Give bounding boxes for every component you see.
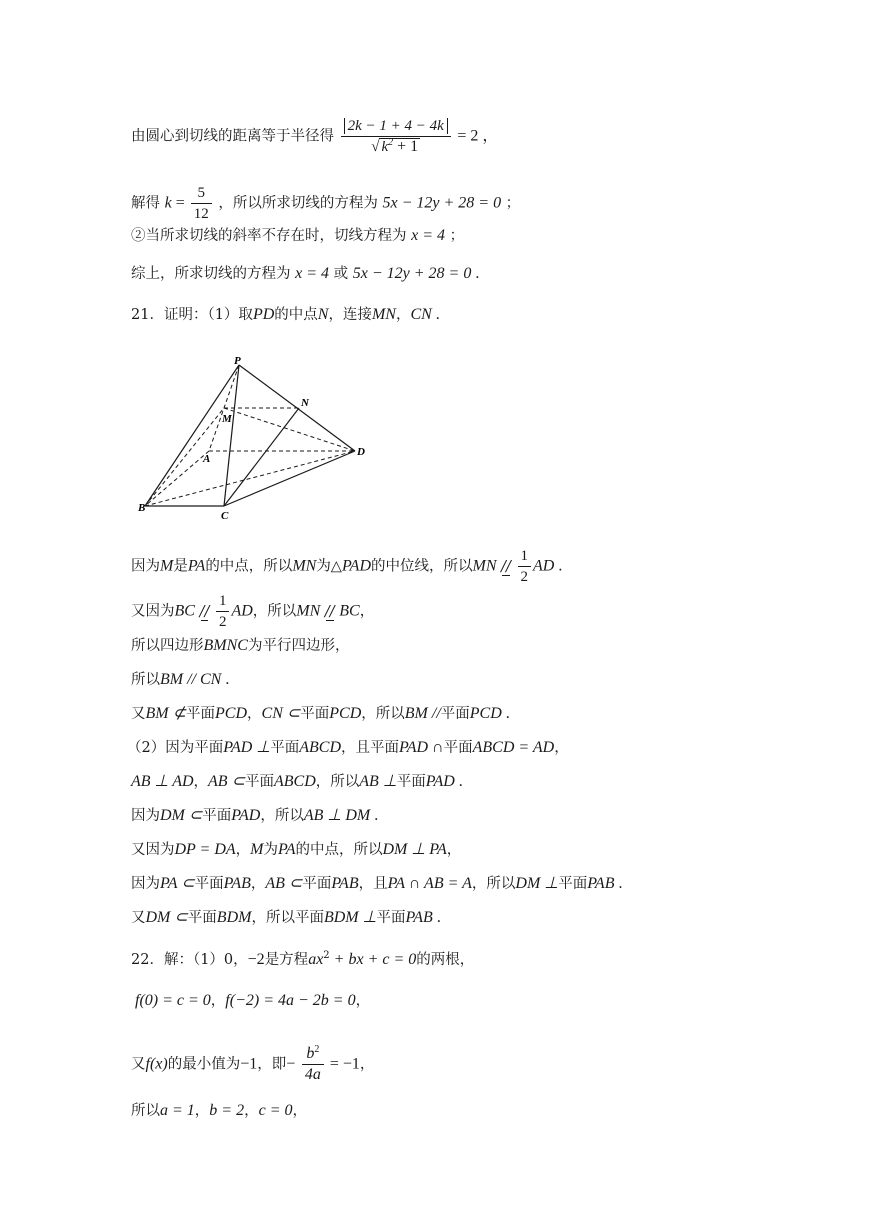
l14-c: 为 (263, 842, 278, 858)
l7-bc2: BC (339, 602, 360, 620)
l7-mn: MN (296, 602, 321, 620)
l6-c: 的中点，所以 (205, 558, 293, 575)
sqrt-exp: 2 (388, 137, 394, 148)
l8-b: 为平行四边形， (247, 638, 350, 654)
l19-b: 的最小值为 (167, 1056, 241, 1073)
text-line-9 (131, 670, 229, 690)
l15-dm: DM ⊥ (515, 875, 559, 892)
l10-g: . (501, 705, 510, 722)
l14-e: ， (446, 842, 462, 858)
text-line-19 (131, 1045, 374, 1084)
text-line-12 (131, 772, 463, 792)
l18-eqn1: f(0) = c = 0 (135, 992, 211, 1009)
l17-b: 是方程 (264, 952, 309, 968)
l10-c: ， (247, 706, 262, 722)
l7-c: ， (359, 603, 375, 620)
l7-half (216, 592, 230, 631)
l7-parallel-equal-2: // (324, 603, 335, 620)
l19-num-b: b (306, 1045, 315, 1062)
l5-pd: PD (252, 306, 275, 323)
l10-d: 平面 (300, 706, 330, 722)
l14-d: 的中点，所以 (295, 842, 383, 858)
l19-c: ，即 (257, 1056, 287, 1073)
l6-parallel-equal: // (501, 558, 511, 575)
sqrt-base: k (381, 139, 389, 155)
l15-c: ， (250, 876, 266, 892)
line-3-text: ②当所求切线的斜率不存在时，切线方程为 (131, 228, 407, 244)
l18-a: ， (210, 993, 226, 1009)
l17-eqn-b: + bx + c = 0 (329, 951, 417, 968)
l16-b: 平面 (187, 910, 217, 926)
l20-eqn1: a = 1 (160, 1102, 195, 1119)
l12-c: AB ⊂ (208, 773, 245, 790)
l7-a: 又因为 (131, 603, 175, 620)
l11-e: ， (554, 740, 569, 756)
l14-a: 又因为 (131, 842, 175, 858)
text-line-20 (131, 1101, 307, 1121)
text-line-18 (135, 991, 370, 1011)
l10-pcd3: PCD (469, 705, 502, 722)
l16-c: ，所以平面 (251, 910, 324, 926)
l17-m2: −2 (247, 951, 265, 968)
l7-num: 1 (218, 593, 227, 609)
l12-g: 平面 (396, 774, 426, 790)
l15-b: 平面 (194, 876, 224, 892)
l11-pad2: PAD ∩ (399, 739, 444, 756)
text-line-7 (131, 592, 374, 631)
l12-pad: PAD (425, 773, 455, 790)
l11-c: ，且平面 (341, 740, 399, 756)
edge-md (224, 408, 355, 451)
text-line-10 (131, 704, 510, 724)
l6-pad: PAD (341, 557, 372, 575)
l11-b: 平面 (270, 740, 300, 756)
l12-b: ， (193, 774, 209, 790)
text-line-5 (131, 305, 440, 325)
l7-bc: BC (174, 602, 195, 620)
l10-bm: BM ⊄ (145, 705, 187, 722)
l5-c: ，连接 (328, 307, 372, 323)
l16-a: 又 (131, 910, 146, 926)
text-line-13 (131, 806, 378, 826)
text-line-11 (127, 738, 569, 758)
l20-b: ， (194, 1103, 210, 1119)
l20-c: ， (244, 1103, 259, 1119)
l9-eqn: BM // CN (160, 671, 222, 688)
l10-e: ，所以 (361, 706, 405, 722)
l12-abcd: ABCD (273, 773, 316, 790)
l15-eqn: PA ∩ AB = A (387, 875, 472, 892)
l15-d: 平面 (302, 876, 332, 892)
l13-a: 因为 (131, 808, 160, 824)
l9-b: . (221, 671, 230, 688)
edge-cn (224, 408, 299, 506)
l19-a: 又 (131, 1056, 146, 1073)
l10-pcd2: PCD (329, 705, 362, 722)
l6-mn: MN (292, 557, 317, 575)
l13-c: ，所以 (260, 808, 304, 824)
text-line-14 (131, 840, 461, 860)
l10-pcd: PCD (215, 705, 248, 722)
l5-n: N (317, 306, 329, 323)
edge-bm (145, 408, 224, 506)
l7-parallel-equal: // (199, 603, 210, 620)
edge-ab (145, 451, 209, 506)
l6-num: 1 (520, 548, 529, 564)
l6-b: 是 (173, 558, 188, 575)
line-1-rhs: = 2 ， (457, 127, 499, 145)
l12-h: . (454, 773, 463, 790)
l11-a: （2）因为平面 (127, 740, 224, 756)
l15-h: . (614, 875, 623, 892)
l10-bm2: BM // (404, 705, 441, 722)
l10-f: 平面 (440, 706, 470, 722)
text-line-6 (131, 547, 562, 586)
label-p: P (234, 355, 241, 367)
l7-b: ，所以 (252, 603, 297, 620)
line-4-text: 综上，所求切线的方程为 (131, 266, 291, 282)
label-c: C (221, 510, 229, 522)
l16-bdm: BDM (216, 909, 252, 926)
line-4-end: . (471, 265, 480, 282)
l18-b: ， (355, 993, 371, 1009)
line-2-end: ； (505, 195, 521, 212)
l16-d: 平面 (376, 910, 406, 926)
l20-d: ， (292, 1103, 307, 1119)
l19-fx: f(x) (145, 1055, 168, 1073)
l15-ab: AB ⊂ (265, 875, 303, 892)
answer-eq-1: x = 4 (295, 265, 330, 282)
l19-m1: −1 (240, 1055, 258, 1073)
l20-eqn3: c = 0 (258, 1102, 293, 1119)
l19-num-exp: 2 (314, 1044, 320, 1055)
l13-eqn: AB ⊥ DM (303, 807, 371, 824)
l19-fraction (302, 1045, 324, 1084)
text-line-1 (131, 117, 498, 156)
label-a: A (203, 453, 211, 465)
var-k: k (164, 194, 172, 212)
l14-m: M (250, 841, 264, 858)
l19-d: ， (359, 1056, 375, 1073)
line-2-mid: ，所以所求切线的方程为 (218, 195, 378, 212)
text-line-2 (131, 184, 520, 223)
l16-dm: DM ⊂ (145, 909, 188, 926)
l17-eqn-a: ax (308, 951, 324, 968)
abs-expression: 2k − 1 + 4 − 4k (344, 118, 448, 134)
l13-d: . (370, 807, 379, 824)
l15-g: 平面 (558, 876, 588, 892)
label-d: D (357, 446, 365, 458)
l19-eq: = −1 (325, 1055, 360, 1073)
l11-pad: PAD ⊥ (223, 739, 271, 756)
l6-d: 为△ (316, 558, 342, 575)
l14-pa: PA (278, 841, 296, 858)
l16-pab: PAB (405, 909, 433, 926)
l5-e: . (431, 306, 440, 323)
l6-ad: AD (533, 557, 555, 575)
l6-mn2: MN (472, 557, 497, 575)
sqrt-rest: + 1 (393, 138, 419, 155)
text-line-15 (131, 874, 622, 894)
l14-eqn: DP = DA (174, 841, 236, 858)
k-num: 5 (197, 185, 205, 201)
edge-cd (224, 451, 355, 506)
l8-bmnc: BMNC (203, 637, 248, 654)
l13-b: 平面 (202, 808, 232, 824)
l5-d: ， (395, 307, 411, 323)
pyramid-figure (135, 352, 375, 522)
l11-abcd: ABCD (299, 739, 341, 756)
l17-eqn-exp: 2 (323, 950, 330, 962)
line-2-text: 解得 (131, 195, 160, 212)
l17-c: 的两根， (416, 952, 475, 968)
l5-b: 的中点 (274, 307, 318, 323)
l10-a: 又 (131, 706, 146, 722)
l12-a: AB ⊥ AD (131, 773, 194, 790)
text-line-17 (131, 950, 474, 970)
tangent-equation: 5x − 12y + 28 = 0 (382, 194, 502, 212)
l15-pab: PAB (223, 875, 251, 892)
l15-pab2: PAB (331, 875, 359, 892)
l15-a: 因为 (131, 876, 160, 892)
l13-dm: DM ⊂ (160, 807, 203, 824)
line-3-end: ； (449, 228, 465, 244)
l6-e: 的中位线，所以 (371, 558, 473, 575)
answer-eq-2: 5x − 12y + 28 = 0 (352, 265, 472, 282)
l14-eqn2: DM ⊥ PA (382, 841, 447, 858)
l12-e: ，所以 (315, 774, 360, 790)
eq-sign: = (171, 194, 189, 212)
edge-pb (145, 365, 239, 506)
l15-f: ，所以 (471, 876, 516, 892)
l6-pa: PA (187, 557, 206, 575)
l5-a: 21．证明：（1）取 (131, 307, 253, 323)
l5-mn: MN (371, 306, 396, 323)
line-1-text: 由圆心到切线的距离等于半径得 (131, 128, 334, 145)
l9-a: 所以 (131, 672, 160, 688)
text-line-4 (131, 264, 479, 284)
text-line-3 (131, 226, 464, 246)
l6-a: 因为 (131, 558, 160, 575)
l19-den: 4a (302, 1064, 324, 1084)
l16-e: . (432, 909, 441, 926)
distance-fraction: $\frac{2k - 1 + 4 - 4k}{√ k^2 + 1}$ (341, 117, 451, 156)
l8-a: 所以四边形 (131, 638, 204, 654)
l12-f: AB ⊥ (359, 773, 397, 790)
l17-a: 22．解：（1）0， (131, 952, 248, 968)
l6-den: 2 (518, 566, 532, 586)
l16-bdm2: BDM ⊥ (323, 909, 377, 926)
l6-m: M (160, 557, 174, 575)
l10-b: 平面 (186, 706, 216, 722)
text-line-16 (131, 908, 441, 928)
l7-den: 2 (216, 611, 230, 631)
l14-b: ， (235, 842, 251, 858)
l11-d: 平面 (443, 740, 473, 756)
l15-e: ，且 (358, 876, 388, 892)
l6-half (518, 547, 532, 586)
or-word: 或 (333, 266, 349, 282)
l6-f: . (554, 557, 563, 575)
l20-a: 所以 (131, 1103, 160, 1119)
l12-d: 平面 (244, 774, 274, 790)
label-b: B (138, 502, 146, 514)
l15-pa: PA ⊂ (160, 875, 195, 892)
text-line-8 (131, 636, 349, 656)
l15-pab3: PAB (587, 875, 615, 892)
l11-abcd2: ABCD = AD (472, 739, 555, 756)
l7-ad: AD (231, 602, 253, 620)
k-den: 12 (191, 203, 212, 223)
l19-minus: − (286, 1055, 296, 1073)
label-n: N (301, 397, 309, 409)
label-m: M (222, 413, 232, 425)
l5-cn: CN (410, 306, 432, 323)
l20-eqn2: b = 2 (209, 1102, 245, 1119)
l13-pad: PAD (231, 807, 261, 824)
k-fraction (191, 184, 212, 223)
vertical-tangent: x = 4 (411, 227, 446, 244)
l18-eqn2: f(−2) = 4a − 2b = 0 (225, 992, 356, 1009)
l10-cn: CN ⊂ (261, 705, 301, 722)
